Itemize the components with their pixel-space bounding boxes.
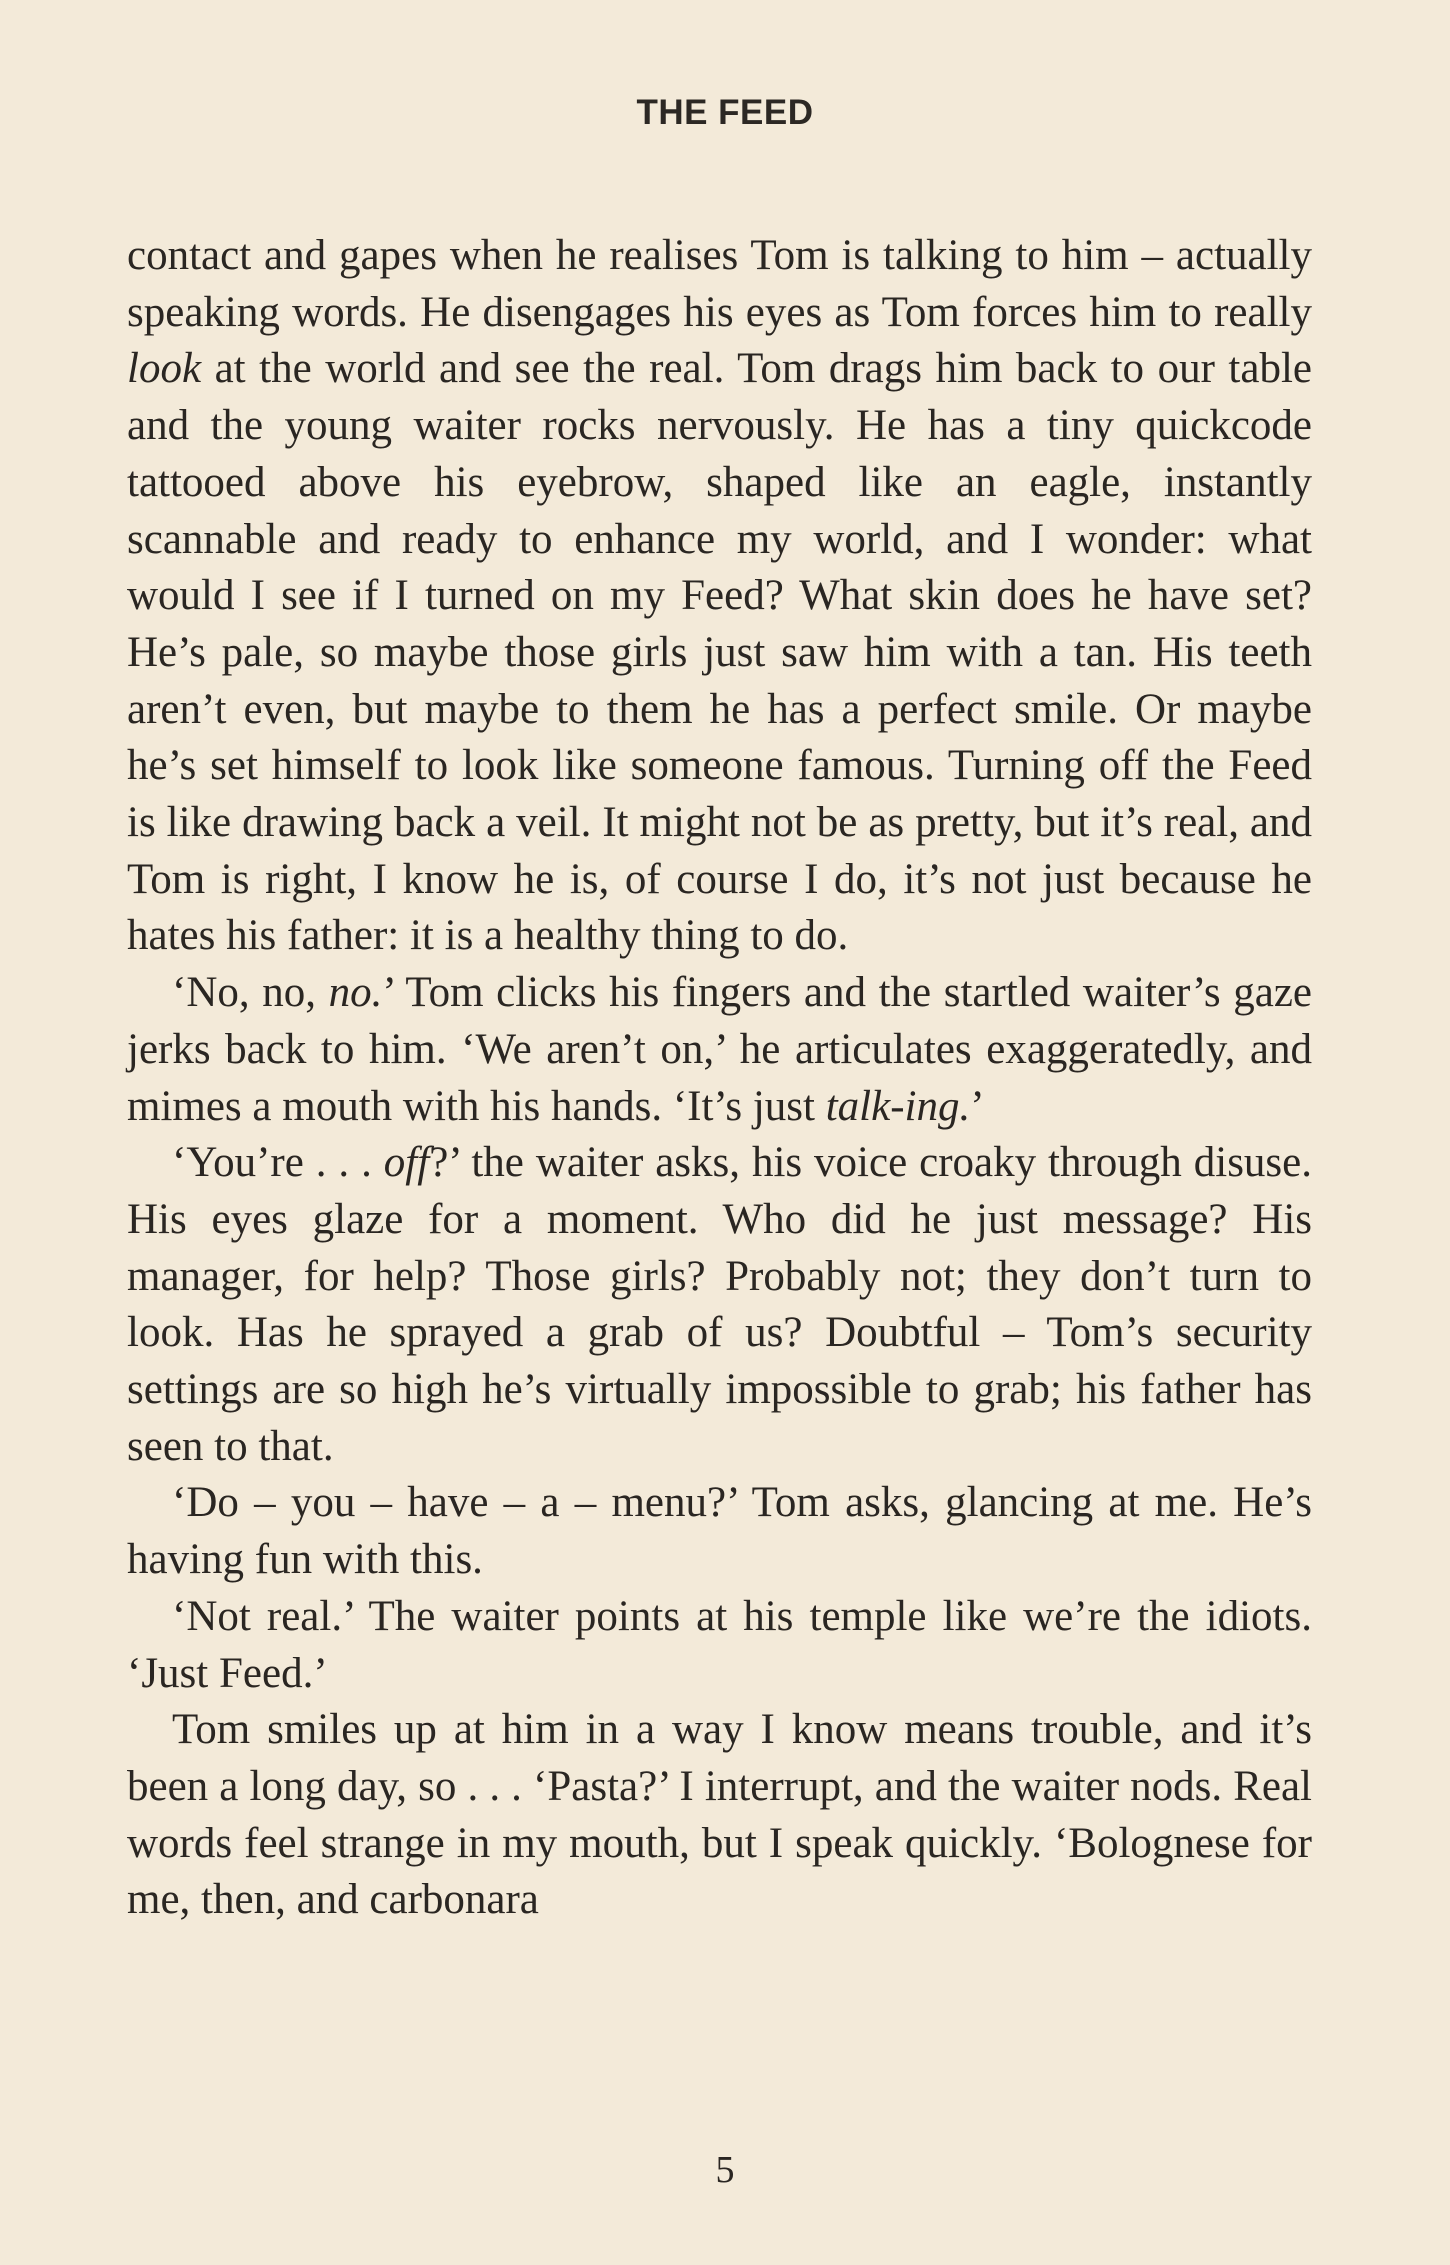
text-run: contact and gapes when he realises Tom is talking to him – actually speaking words. He disengages his eyes as Tom forces him to really [127, 232, 1312, 336]
text-run: ‘No, no, [172, 969, 329, 1017]
text-run: ?’ the waiter asks, his voice croaky through disuse. His eyes glaze for a moment. Who did he just message? His manager, for help? Those girls? Probably not; they don’t turn to look. Has he sprayed a grab of us? Doubtful – Tom’s security settings are so high he’s virtually impossible to grab; his father has seen to that. [127, 1139, 1312, 1470]
paragraph [127, 965, 1312, 1135]
body-text [127, 228, 1312, 1929]
italic-text: off [383, 1139, 430, 1187]
paragraph [127, 1135, 1312, 1475]
paragraph [127, 1589, 1312, 1702]
text-run: ’ [970, 1082, 985, 1130]
page-number: 5 [715, 2149, 735, 2191]
paragraph [127, 1702, 1312, 1929]
running-head: THE FEED [636, 93, 814, 132]
italic-text: talk-ing. [825, 1082, 971, 1130]
italic-text: look [127, 345, 202, 393]
paragraph [127, 1475, 1312, 1588]
italic-text: no. [328, 969, 383, 1017]
text-run: ‘Do – you – have – a – menu?’ Tom asks, glancing at me. He’s having fun with this. [127, 1479, 1312, 1584]
paragraph [127, 228, 1312, 965]
text-run: ’ Tom clicks his fingers and the startled waiter’s gaze jerks back to him. ‘We aren’t on,’ he articulates exaggeratedly, and mimes a mouth with his hands. ‘It’s just [127, 969, 1312, 1130]
text-run: at the world and see the real. Tom drags him back to our table and the young waiter rocks nervously. He has a tiny quickcode tattooed above his eyebrow, shaped like an eagle, instantly scannable and ready to enhance my world, and I wonder: what would I see if I turned on my Feed? What skin does he have set? He’s pale, so maybe those girls just saw him with a tan. His teeth aren’t even, but maybe to them he has a perfect smile. Or maybe he’s set himself to look like someone famous. Turning off the Feed is like drawing back a veil. It might not be as pretty, but it’s real, and Tom is right, I know he is, of course I do, it’s not just because he hates his father: it is a healthy thing to do. [127, 345, 1312, 960]
text-run: ‘Not real.’ The waiter points at his temple like we’re the idiots. ‘Just Feed.’ [127, 1592, 1312, 1697]
text-run: ‘You’re . . . [172, 1139, 384, 1187]
text-run: Tom smiles up at him in a way I know means trouble, and it’s been a long day, so . . . ‘Pasta?’ I interrupt, and the waiter nods. Real words feel strange in my mouth, but I speak quickly. ‘Bolognese for me, then, and carbonara [127, 1706, 1312, 1924]
